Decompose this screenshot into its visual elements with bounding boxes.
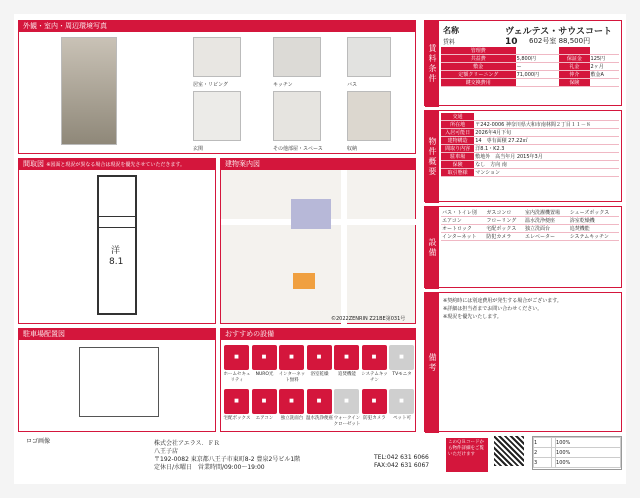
setsubi-label: 設備	[425, 207, 439, 289]
setsubi-cell: エレベーター	[524, 233, 569, 241]
row-value	[516, 79, 560, 87]
feature-label: 浴室乾燥	[310, 372, 329, 377]
company-address: 〒192-0082 東京都八王子市東町8-2 豊泉2号ビル1階	[154, 456, 301, 463]
table-row	[441, 63, 619, 71]
bath-photo	[347, 37, 391, 77]
row-key: 駐車場	[441, 153, 474, 161]
property-grid	[441, 47, 619, 87]
floorplan-header: 間取図 ※図面と現況が異なる場合は現況を優先させていただきます。	[19, 159, 215, 170]
branch-name: 八王子店	[154, 448, 179, 455]
fee-cell: 2	[534, 448, 552, 458]
remark-line: ※詳細は担当者までお問い合わせください。	[443, 306, 543, 312]
qr-code	[494, 436, 524, 466]
home-security-icon: ■	[224, 345, 249, 370]
table-row	[534, 458, 621, 468]
feature-label: ペット可	[393, 416, 411, 421]
row-value	[474, 113, 619, 121]
floorplan-drawing	[97, 175, 137, 315]
setsubi-cell: ガスコンロ	[485, 209, 524, 217]
feature-label: 追焚機能	[338, 372, 356, 377]
tv-intercom-icon: ■	[389, 345, 414, 370]
row-key: 建物構造	[441, 137, 474, 145]
photos-panel	[18, 20, 416, 154]
feature-label: 防犯カメラ	[363, 416, 386, 421]
living-photo	[193, 37, 241, 77]
row-value: 2ヶ月	[590, 63, 619, 71]
photos-header: 外観・室内・周辺環境写真	[19, 21, 415, 32]
kitchen-caption: キッチン	[273, 82, 293, 88]
row-key: 管理費	[441, 47, 516, 55]
map-header: 建物案内図	[221, 159, 415, 170]
other-room-caption: その他部屋・スペース	[273, 146, 323, 152]
setsubi-cell: オートロック	[441, 225, 485, 233]
table-row	[441, 161, 619, 169]
features-header: おすすめの設備	[221, 329, 415, 340]
parking-header: 駐車場配置図	[19, 329, 215, 340]
reheat-icon: ■	[334, 345, 359, 370]
table-row	[534, 438, 621, 448]
company-hours: 定休日/水曜日 営業時間/09:00～19:00	[154, 464, 265, 471]
fee-cell: 100%	[556, 458, 621, 468]
rent-label: 賃料	[443, 39, 456, 46]
row-value: 洋8.1・K2.3	[474, 145, 619, 153]
row-key: 入居可能日	[441, 129, 474, 137]
feature-label: インターネット無料	[278, 372, 306, 383]
bukken-panel	[424, 110, 622, 202]
row-value: マンション	[474, 169, 619, 177]
row-key: 敷金	[441, 63, 516, 71]
feature-label: 独立洗面台	[280, 416, 304, 421]
table-row	[441, 121, 619, 129]
map-block	[291, 199, 331, 229]
table-row	[441, 55, 619, 63]
setsubi-cell: エアコン	[441, 217, 485, 225]
row-key: 保険	[559, 79, 589, 87]
setsubi-cell: バス・トイレ別	[441, 209, 485, 217]
property-panel	[424, 20, 622, 106]
table-row	[441, 129, 619, 137]
setsubi-cell: 温水洗浄便座	[524, 217, 569, 225]
delivery-box-icon: ■	[224, 389, 249, 414]
row-value: なし 方向 南	[474, 161, 619, 169]
room-size: 8.1	[109, 257, 124, 267]
remark-line: ※現況を優先いたします。	[443, 314, 502, 320]
map-panel	[220, 158, 416, 324]
entrance-photo	[193, 91, 241, 141]
row-key: 間取り内容	[441, 145, 474, 153]
setsubi-cell: 追焚機能	[569, 225, 619, 233]
name-label: 名称	[443, 26, 459, 35]
setsubi-panel	[424, 206, 622, 288]
table-row	[441, 169, 619, 177]
parking-drawing	[79, 347, 159, 417]
row-value	[590, 47, 619, 55]
remarks-panel	[424, 292, 622, 432]
other-room-photo	[273, 91, 321, 141]
setsubi-cell: インターネット	[441, 233, 485, 241]
row-key: 礼金	[559, 63, 589, 71]
living-caption: 居室・リビング	[193, 82, 228, 88]
kitchen-icon: ■	[362, 345, 387, 370]
bukken-grid	[441, 113, 619, 177]
setsubi-cell: システムキッチン	[569, 233, 619, 241]
row-value: 71,000円	[516, 71, 560, 79]
row-value: 敷地外 高当年月 2015年3月	[474, 153, 619, 161]
row-value: 5,800円	[516, 55, 560, 63]
feature-label: 宅配ボックス	[223, 416, 251, 421]
bath-caption: バス	[347, 82, 358, 88]
map-target	[293, 273, 315, 289]
row-value	[590, 79, 619, 87]
bath-dryer-icon: ■	[307, 345, 332, 370]
row-value: 敷金A	[590, 71, 619, 79]
company-name: 株式会社アエラス．ＦＲ	[154, 440, 220, 447]
features-panel	[220, 328, 416, 432]
floorplan-panel	[18, 158, 216, 324]
tel: TEL:042 631 6066	[374, 454, 429, 461]
logo: ロゴ画像	[26, 438, 51, 445]
setsubi-cell: 防犯カメラ	[485, 233, 524, 241]
row-key: 共益費	[441, 55, 516, 63]
setsubi-cell: 宅配ボックス	[485, 225, 524, 233]
pet-icon: ■	[389, 389, 414, 414]
table-row	[441, 137, 619, 145]
qr-note: このＱＲコードから物件詳細をご覧いただけます	[446, 438, 488, 472]
feature-label: ホームセキュリティ	[223, 372, 251, 383]
fee-table	[532, 436, 622, 470]
table-row	[441, 153, 619, 161]
feature-label: エアコン	[255, 416, 274, 421]
fee-cell: 100%	[556, 438, 621, 448]
bukken-label: 物件概要	[425, 111, 439, 203]
storage-photo	[347, 91, 391, 141]
feature-label: TVモニタ	[392, 372, 412, 377]
fee-cell: 3	[534, 458, 552, 468]
table-row	[534, 448, 621, 458]
room-label: 洋	[111, 246, 121, 256]
exterior-photo	[61, 37, 117, 145]
row-key: 所在地	[441, 121, 474, 129]
nuro-icon: ■	[252, 345, 277, 370]
table-row	[441, 113, 619, 121]
setsubi-grid	[441, 209, 619, 241]
table-row	[441, 71, 619, 79]
toilet-icon: ■	[307, 389, 332, 414]
camera-icon: ■	[362, 389, 387, 414]
aircon-icon: ■	[252, 389, 277, 414]
row-key	[559, 47, 589, 55]
row-value: 〒242-0006 神奈川県大和市南林間２丁目１１－８	[474, 121, 619, 129]
table-row	[441, 47, 619, 55]
storage-caption: 収納	[347, 146, 358, 152]
row-key: 仲介	[559, 71, 589, 79]
remarks-label: 備考	[425, 293, 439, 433]
property-name: ヴェルテス・サウスコート10	[505, 27, 613, 47]
row-key: 交通	[441, 113, 474, 121]
table-row	[441, 225, 619, 233]
table-row	[441, 233, 619, 241]
feature-label: ウォークインクローゼット	[333, 416, 361, 427]
property-label: 賃料条件	[425, 21, 439, 107]
table-row	[441, 79, 619, 87]
row-key: 保険	[441, 161, 474, 169]
feature-label: 温水洗浄便座	[306, 416, 333, 421]
feature-label: NURO光	[255, 372, 274, 377]
setsubi-cell: フローリング	[485, 217, 524, 225]
fax: FAX:042 631 6067	[374, 462, 430, 469]
parking-panel	[18, 328, 216, 432]
flyer-page	[14, 14, 626, 484]
row-value: 125円	[590, 55, 619, 63]
entrance-caption: 玄関	[193, 146, 204, 152]
setsubi-cell: 浴室乾燥機	[569, 217, 619, 225]
table-row	[441, 145, 619, 153]
setsubi-cell: 室内洗濯機置場	[524, 209, 569, 217]
setsubi-cell: シューズボックス	[569, 209, 619, 217]
table-row	[441, 209, 619, 217]
row-value: 14 専有面積 27.22㎡	[474, 137, 619, 145]
fee-cell: 100%	[556, 448, 621, 458]
rent-value: 602号室 88,500円	[529, 37, 591, 45]
fee-cell: 1	[534, 438, 552, 448]
row-value: ー	[516, 63, 560, 71]
washbasin-icon: ■	[279, 389, 304, 414]
remark-line: ※契約時には別途費用が発生する場合がございます。	[443, 298, 562, 304]
closet-icon: ■	[334, 389, 359, 414]
row-key: 鍵交換費用	[441, 79, 516, 87]
table-row	[441, 217, 619, 225]
setsubi-cell: 独立洗面台	[524, 225, 569, 233]
map-road-2	[341, 170, 347, 324]
map-credit: ©2022ZENRIN Z21BE第031号	[331, 316, 406, 322]
wifi-icon: ■	[279, 345, 304, 370]
row-value: 2026年4月下旬	[474, 129, 619, 137]
feature-label: システムキッチン	[361, 372, 388, 383]
row-key: 定額クリーニング	[441, 71, 516, 79]
row-key: 取引態様	[441, 169, 474, 177]
row-value	[516, 47, 560, 55]
kitchen-photo	[273, 37, 321, 77]
row-key: 保証金	[559, 55, 589, 63]
